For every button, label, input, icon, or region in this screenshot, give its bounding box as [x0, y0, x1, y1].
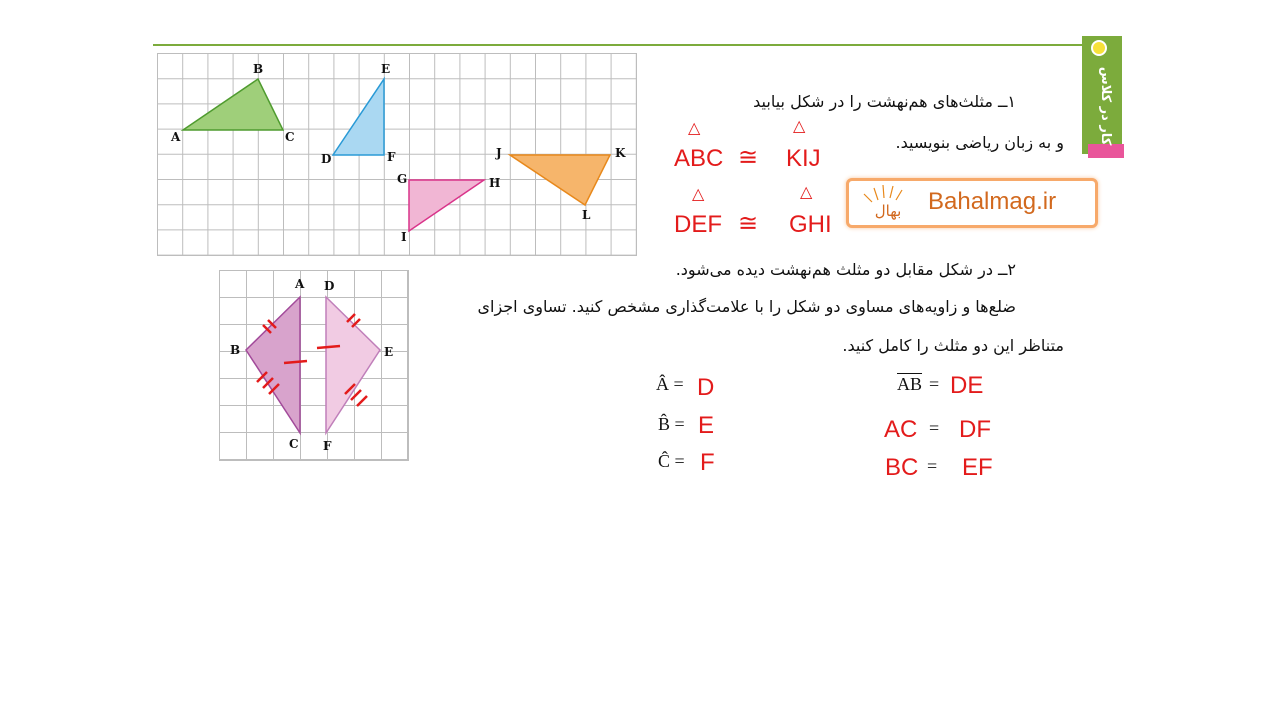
label2-e: E [384, 345, 394, 359]
label-c: C [285, 130, 295, 144]
label-h: H [489, 176, 501, 190]
angle-c-label: Ĉ = [658, 451, 685, 471]
answer2-left: DEF [674, 211, 722, 238]
label2-f: F [323, 439, 332, 453]
label2-c: C [289, 437, 299, 451]
yellow-dot-icon [1092, 41, 1106, 55]
answer2-right: GHI [789, 211, 832, 238]
label-g: G [397, 172, 408, 186]
triangle-ghi [409, 180, 484, 231]
side-ab-label: $\overline{AB}$ [897, 374, 923, 394]
q2-line1: ۲ــ در شکل مقابل دو مثلث هم‌نهشت دیده می‌شود. [675, 260, 1016, 279]
label-d: D [321, 152, 332, 166]
side-tab-label: کار در کلاس [1098, 66, 1113, 146]
q2-line2: ضلع‌ها و زاویه‌های مساوی دو شکل را با علامت‌گذاری مشخص کنید. تساوی اجزای [477, 297, 1016, 316]
congruent-symbol: ≅ [738, 144, 759, 171]
q1-line2: و به زبان ریاضی بنویسید. [895, 133, 1064, 152]
label-j: J [496, 146, 502, 160]
side-bc-label: BC [885, 454, 919, 481]
triangle-symbol: △ [692, 184, 705, 203]
angle-b-answer: E [698, 412, 715, 439]
label-k: K [615, 146, 626, 160]
label-e: E [381, 62, 391, 76]
side-ac-answer: DF [959, 416, 991, 443]
triangle-def [333, 79, 384, 155]
grid-lines-2 [219, 270, 409, 461]
congruent-symbol: ≅ [738, 210, 759, 237]
label-l: L [582, 208, 591, 222]
angle-b-label: B̂ = [658, 414, 685, 434]
triangle-symbol: △ [793, 116, 806, 135]
side-bc-answer: EF [962, 454, 993, 481]
side-ab-answer: DE [950, 372, 984, 399]
figure1-grid [157, 53, 638, 257]
label2-d: D [324, 279, 335, 293]
label2-b: B [230, 343, 241, 357]
angle-a-label: Â = [656, 374, 684, 394]
label-b: B [253, 62, 264, 76]
figure2-grid [219, 270, 409, 462]
label-f: F [387, 150, 396, 164]
answer1-left: ABC [674, 145, 724, 172]
triangle-symbol: △ [688, 118, 701, 137]
side-ac-label: AC [884, 416, 918, 443]
answer1-right: KIJ [786, 145, 821, 172]
label2-a: A [295, 277, 305, 291]
class-work-tab [1080, 36, 1124, 160]
watermark-logo-icon [858, 182, 920, 224]
triangle-symbol: △ [800, 182, 813, 201]
angle-c-answer: F [700, 449, 715, 476]
side-ac-eq: = [929, 418, 940, 438]
label-i: I [401, 230, 407, 244]
side-ab-eq: = [929, 374, 940, 394]
angle-a-answer: D [697, 374, 715, 401]
watermark-text: Bahalmag.ir [928, 188, 1057, 215]
header-rule [153, 44, 1083, 46]
q1-line1: ۱ــ مثلث‌های هم‌نهشت را در شکل بیابید [753, 92, 1016, 111]
watermark-logo-text: بهال [874, 202, 902, 220]
q2-line3: متناظر این دو مثلث را کامل کنید. [842, 336, 1064, 355]
side-bc-eq: = [927, 456, 938, 476]
label-a: A [171, 130, 181, 144]
